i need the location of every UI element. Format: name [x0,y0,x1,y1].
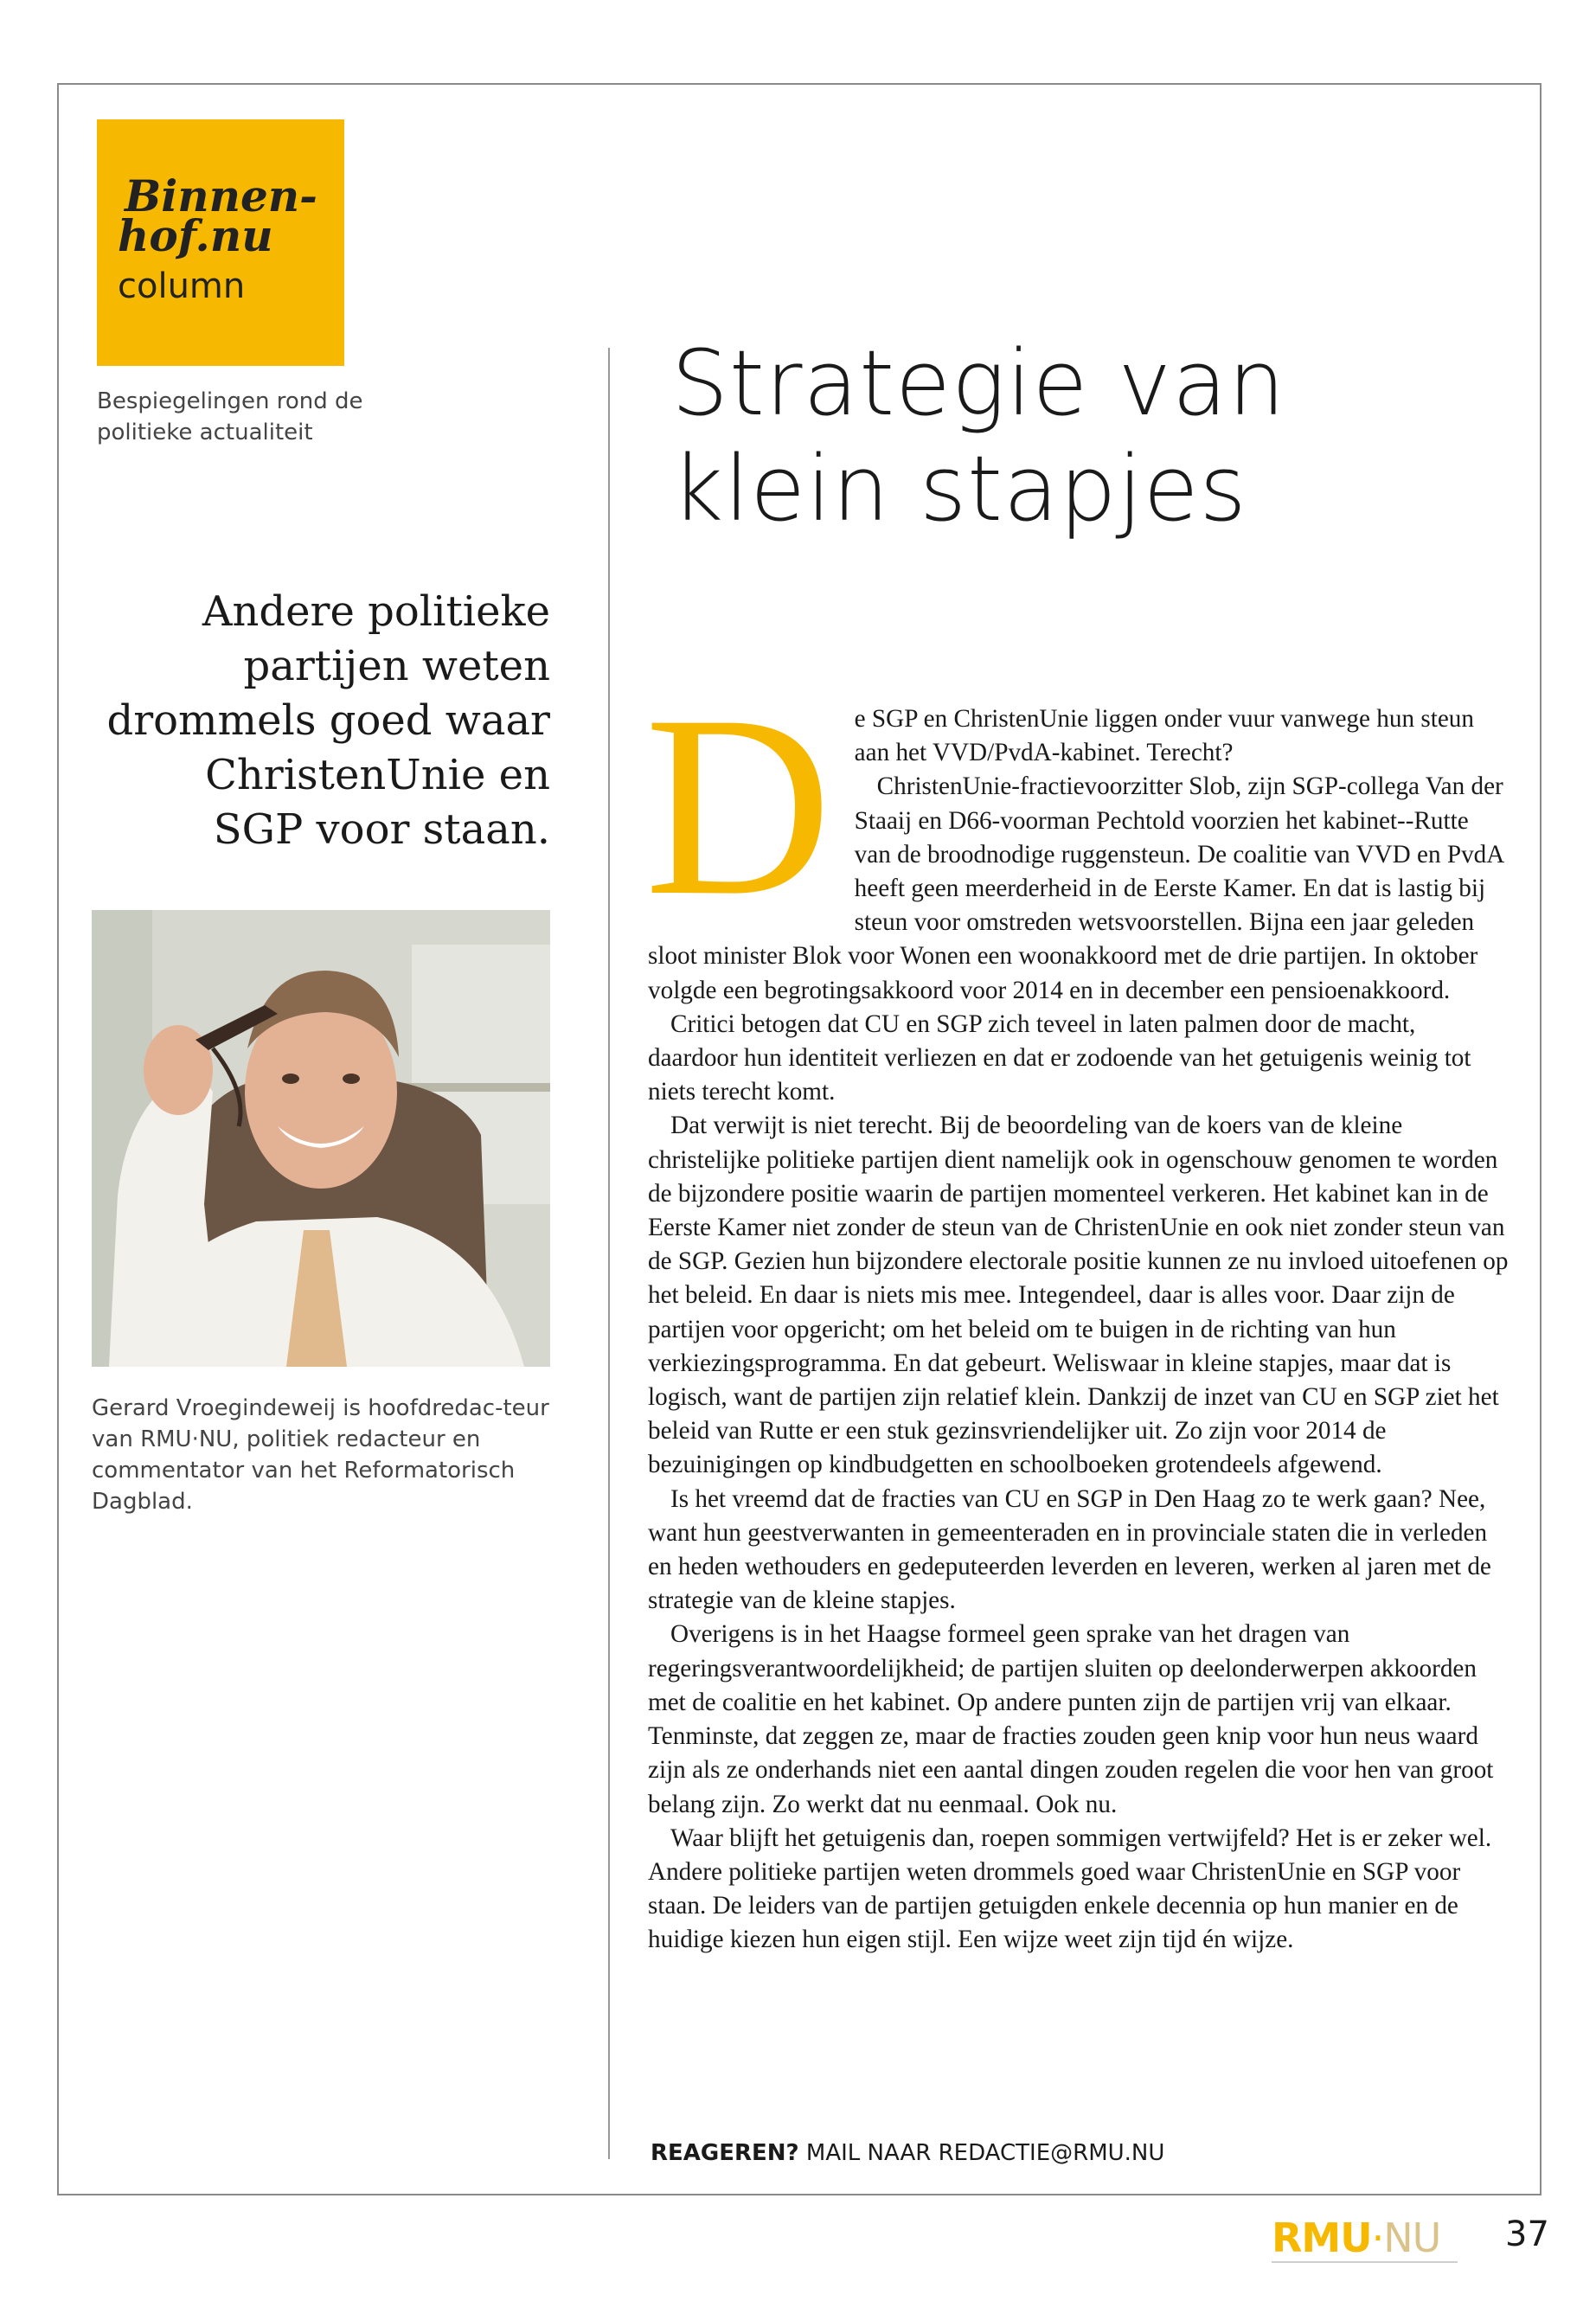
portrait-illustration [92,910,550,1367]
brand-nu: NU [1383,2214,1441,2261]
brand-main: RMU [1272,2214,1372,2261]
article-paragraph-5: Is het vreemd dat de fracties van CU en SGP in Den Haag zo te werk gaan? Nee, want hun geestverwanten in gemeenteraden en in provinciale staten die in verleden en heden wethouders en gedeputeerden leverden en leveren, werken al jaren met de strategie van de kleine stapjes. [648,1484,1491,1615]
brand-dot: · [1371,2214,1384,2261]
column-logo [97,119,344,366]
article-paragraph-7: Waar blijft het getuigenis dan, roepen sommigen vertwijfeld? Het is er zeker wel. Andere politieke partijen weten drommels goed waar ChristenUnie en SGP voor staan. De leiders van de partijen getuigden enkele decennia op hun manier en de huidige kiezen hun eigen stijl. Een wijze weet zijn tijd én wijze. [648,1823,1492,1954]
author-caption: Gerard Vroegindeweij is hoofdredac-teur van RMU·NU, politiek redacteur en commentator van het Reformatorisch Dagblad. [92,1395,549,1515]
pull-quote: Andere politieke partijen weten drommels goed waar ChristenUnie en SGP voor staan. [106,587,550,854]
article-paragraph-3: Critici betogen dat CU en SGP zich teveel in laten palmen door de macht, daardoor hun identiteit verliezen en dat er zodoende van het getuigenis weinig tot niets terecht komt. [648,1009,1471,1106]
article-paragraph-4: Dat verwijt is niet terecht. Bij de beoordeling van de koers van de kleine christelijke politieke partijen dient namelijk ook in ogenschouw genomen te worden de bijzondere positie waarin de partijen momenteel verkeren. Het kabinet kan in de Eerste Kamer niet zonder de steun van de ChristenUnie en ook niet zonder steun van de SGP. Gezien hun bijzondere electorale positie kunnen ze nu invloed uitoefenen op het beleid. En daar is niets mis mee. Integendeel, daar is alles voor. Daar zijn de partijen voor opgericht; om het beleid om te buigen in de richting van hun verkiezingsprogramma. En dat gebeurt. Weliswaar in kleine stapjes, maar dat is logisch, want de partijen zijn relatief klein. Dankzij de inzet van CU en SGP ziet het beleid van Rutte er een stuk gezinsvriendelijker uit. Zo zijn voor 2014 de bezuinigingen op kindbudgetten en schoolboeken grotendeels afgewend. [648,1112,1509,1479]
logo-subtitle: column [118,266,246,306]
react-line [651,2140,1164,2166]
drop-cap: D [644,662,832,949]
brand-logo [1272,2214,1458,2263]
author-photo [92,910,550,1367]
article-paragraph-2: ChristenUnie-fractievoorzitter Slob, zijn SGP-collega Van der Staaij en D66-voorman Pechtold voorzien het kabinet--Rutte van de broodnodige ruggensteun. De coalitie van VVD en PvdA heeft geen meerderheid in de Eerste Kamer. En dat is lastig bij steun voor omstreden wetsvoorstellen. Bijna een jaar geleden sloot minister Blok voor Wonen een woonakkoord met de drie partijen. In oktober volgde een begrotingsakkoord voor 2014 en in december een pensioenakkoord. [648,772,1503,1004]
react-label: REAGEREN? [651,2140,799,2166]
logo-line-2: hof.nu [118,210,273,261]
article-paragraph-1: e SGP en ChristenUnie liggen onder vuur vanwege hun steun aan het VVD/PvdA-kabinet. Terecht? [854,705,1474,767]
article-body [644,662,1509,1958]
column-tagline: Bespiegelingen rond de politieke actualiteit [97,388,363,445]
article-paragraph-6: Overigens is in het Haagse formeel geen sprake van het dragen van regeringsverantwoordelijkheid; de partijen sluiten op deelonderwerpen akkoorden met de coalitie en het kabinet. Op andere punten zijn de partijen vrij van elkaar. Tenminste, dat zeggen ze, maar de fracties zouden geen knip voor hun neus waard zijn als ze onderhands niet een aantal dingen zouden regelen die voor hen van groot belang zijn. Zo werkt dat nu eenmaal. Ook nu. [648,1620,1494,1818]
column-divider [608,348,610,2159]
react-email-text[interactable]: MAIL NAAR REDACTIE@RMU.NU [798,2140,1165,2166]
article-title: Strategie van klein stapjes [671,330,1286,542]
logo-line-1: Binnen- [125,170,317,221]
page-number: 37 [1505,2214,1549,2254]
